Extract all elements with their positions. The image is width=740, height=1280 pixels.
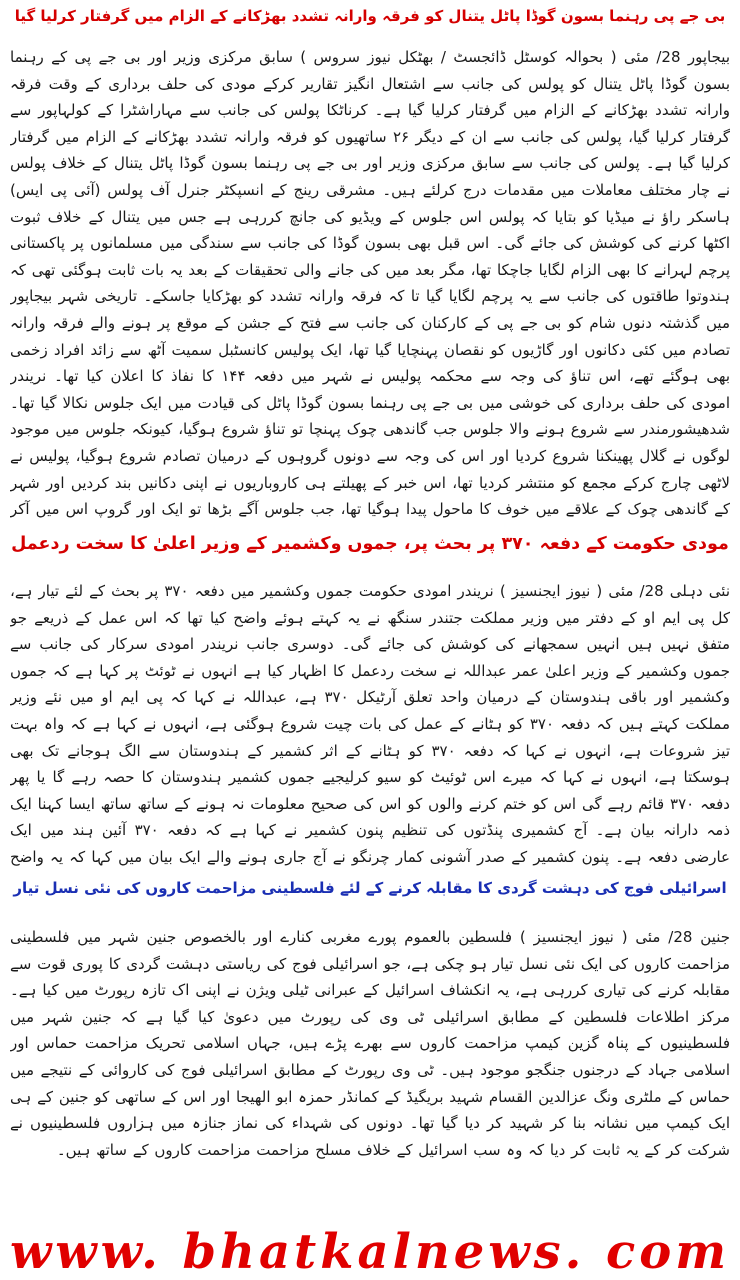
article-body-palestinian-resistance: جنین 28/ مئی ( نیوز ایجنسیز ) فلسطین بالعموم پورے مغربی کنارے اور بالخصوص جنین شہر میں فلسطینی مزاحمت کاروں کی ایک نئی نسل تیار ہو چکی ہے، جو اسرائیلی فوج کی ریاستی دہشت گردی کا پوری قوت سے مقابلہ کرنے کی تیاری کررہی ہے، یہ انکشاف اسرائیل کے عبرانی ٹیلی ویژن نے اپنی اک تازہ رپورٹ میں کیا ہے۔ مرکز اطلاعات فلسطین کے مطابق اسرائیلی ٹی وی کی رپورٹ میں دعویٰ کیا گیا ہے کہ جنین شہر میں فلسطینیوں کے پناہ گزین کیمپ مزاحمت کاروں سے بھرے پڑے ہیں، جہاں اسلامی تحریک مزاحمت حماس اور اسلامی جہاد کے درجنوں جنگجو موجود ہیں۔ ٹی وی رپورٹ کے مطابق اسرائیلی فوج کی کاروائی کے نتیجے میں حماس کے ملٹری ونگ عزالدین القسام شہید بریگیڈ کے کمانڈر حمزہ ابو الھیجا اور اس کے ساتھی کو جنین کے ہی ایک کیمپ میں نشانہ بنا کر شہید کر دیا گیا تھا۔ دونوں کی شہداء کی نماز جنازہ میں ہزاروں فلسطینیوں نے شرکت کر کے یہ ثابت کر دیا کہ وہ سب اسرائیل کے خلاف مسلح مزاحمت مزاحمت کاروں کے ساتھ ہیں۔ <box>10 928 730 1159</box>
headline-article-370: مودی حکومت کے دفعہ ۳۷۰ پر بحث پر، جموں وکشمیر کے وزیر اعلیٰ کا سخت ردعمل <box>11 534 729 554</box>
website-footer: www. bhatkalnews. com <box>9 1224 731 1280</box>
article-body-article-370: نئی دہلی 28/ مئی ( نیوز ایجنسیز ) نریندر امودی حکومت جموں وکشمیر میں دفعہ ۳۷۰ پر بحث کے لئے تیار ہے، کل پی ایم او کے دفتر میں وزیر مملکت جتندر سنگھ نے یہ کہتے ہوئے واضح کیا تھا کہ اس عمل کے ذریعے جو متفق نہیں ہیں انہیں سمجھانے کی کوشش کی جائے گی۔ دوسری جانب نریندر امودی سرکار کی جانب سے جموں وکشمیر کے وزیر اعلیٰ عمر عبداللہ نے سخت ردعمل کا اظہار کیا ہے انہوں نے ٹوئٹ پر کہا ہے کہ جموں وکشمیر اور باقی ہندوستان کے درمیان واحد تعلق آرٹیکل ۳۷۰ ہے، عبداللہ نے کہا کہ پی ایم او میں نئے وزیر مملکت کہتے ہیں کہ دفعہ ۳۷۰ کو ہٹانے کے عمل کی بات چیت شروع ہوگئی ہے، انہوں نے کہا ہے کہ واہ بہت تیز شروعات ہے، انہوں نے کہا کہ دفعہ ۳۷۰ کو ہٹانے کے اثر کشمیر کے ہندوستان سے الگ ہوجانے تک بھی ہوسکتا ہے، انہوں نے کہا کہ میرے اس ٹوئیٹ کو سیو کرلیجیے جموں کشمیر ہندوستان کا حصہ رہے گا یا پھر دفعہ ۳۷۰ قائم رہے گی اس کو ختم کرنے والوں کو اس کی صحیح معلومات نہ ہونے کے ساتھ ساتھ ایسا کہنا ایک ذمہ دارانہ بیان ہے۔ آج کشمیری پنڈتوں کی تنظیم پنون کشمیر نے کہا ہے کہ دفعہ ۳۷۰ آئین ہند میں ایک عارضی دفعہ ہے۔ پنون کشمیر کے صدر آشونی کمار چرنگو نے آج جاری ہونے والے ایک بیان میں کہا کہ یہ واضح <box>10 582 730 866</box>
headline-yatnal-arrest: بی جے پی رہنما بسون گوڈا پاٹل یتنال کو فرقہ وارانہ تشدد بھڑکانے کے الزام میں گرفتار کرلیا گیا <box>14 7 726 25</box>
article-body-yatnal-arrest: بیجاپور 28/ مئی ( بحوالہ کوسٹل ڈائجسٹ / بھٹکل نیوز سروس ) سابق مرکزی وزیر اور بی جے پی کے رہنما بسون گوڈا پاٹل یتنال کو پولس کی جانب سے اشتعال انگیز تقاریر کرکے مودی کی حلف برداری کے وقت فرقہ وارانہ تشدد بھڑکانے کے الزام میں گرفتار کرلیا گیا ہے۔ کرناٹکا پولس کی جانب سے مہاراشٹرا کے کولہاپور سے گرفتار کرلیا گیا، پولس کی جانب سے ان کے دیگر ۲۶ ساتھیوں کو فرقہ وارانہ تشدد بھڑکانے کے الزام میں گرفتار کرلیا گیا ہے۔ پولس کی جانب سے سابق مرکزی وزیر اور بی جے پی رہنما بسون گوڈا پاٹل یتنال کے خلاف پولس نے چار مختلف معاملات میں مقدمات درج کرلئے ہیں۔ مشرقی رینج کے انسپکٹر جنرل آف پولس (آئی پی ایس) ہاسکر راؤ نے میڈیا کو بتایا کہ پولس اس جلوس کے ویڈیو کی جانچ کررہی ہے جس میں یتنال کے خلاف ثبوت اکٹھا کرنے کی کوشش کی جائے گی۔ اس قبل بھی بسون گوڈا کی جانب سے سندگی میں مسلمانوں پر پاکستانی پرچم لہرانے کا بھی الزام لگایا جاچکا تھا، مگر بعد میں کی جانے والی تحقیقات کے بعد یہ بات ثابت ہوگئی تھی کہ ہندوتوا طاقتوں کی جانب سے یہ پرچم لگایا گیا تا کہ فرقہ وارانہ تشدد کو بھڑکایا جاسکے۔ تاریخی شہر بیجاپور میں گذشتہ دنوں شام کو بی جے پی کے کارکنان کی جانب سے فتح کے جشن کے موقع پر ہونے والے فرقہ وارانہ تصادم میں کئی دکانوں اور گاڑیوں کو نقصان پہنچایا گیا تھا، ایک پولیس کانسٹبل سمیت آٹھ سے زائد افراد زخمی بھی ہوگئے تھے، اس تناؤ کی وجہ سے محکمہ پولیس نے شہر میں دفعہ ۱۴۴ کا نفاذ کا اعلان کیا تھا۔ نریندر امودی کی حلف برداری کی خوشی میں بی جے پی رہنما بسون گوڈا پاٹل کی قیادت میں ایک جلوس نکالا گیا تھا۔ شدھیشورمندر سے شروع ہونے والا جلوس جب گاندھی چوک پہنچا تو تناؤ شروع ہوگیا، کیونکہ جلوس میں موجود لوگوں نے گلال پھینکنا شروع کردیا اور اس کی وجہ سے دونوں گروہوں کے درمیان تصادم شروع ہوگیا، پولیس نے لاٹھی چارج کرکے مجمع کو منتشر کردیا تھا، اس خبر کے پھیلتے ہی کاروباریوں نے اپنی دکانیں بند کردیں اور شہر کے گاندھی چوک کے علاقے میں خوف کا ماحول پیدا ہوگیا تھا، جب جلوس آگے بڑھا تو ایک اور گروپ اس میں آکر <box>10 48 730 519</box>
headline-palestinian-resistance: اسرائیلی فوج کی دہشت گردی کا مقابلہ کرنے کے لئے فلسطینی مزاحمت کاروں کی نئی نسل تیار <box>13 879 727 897</box>
